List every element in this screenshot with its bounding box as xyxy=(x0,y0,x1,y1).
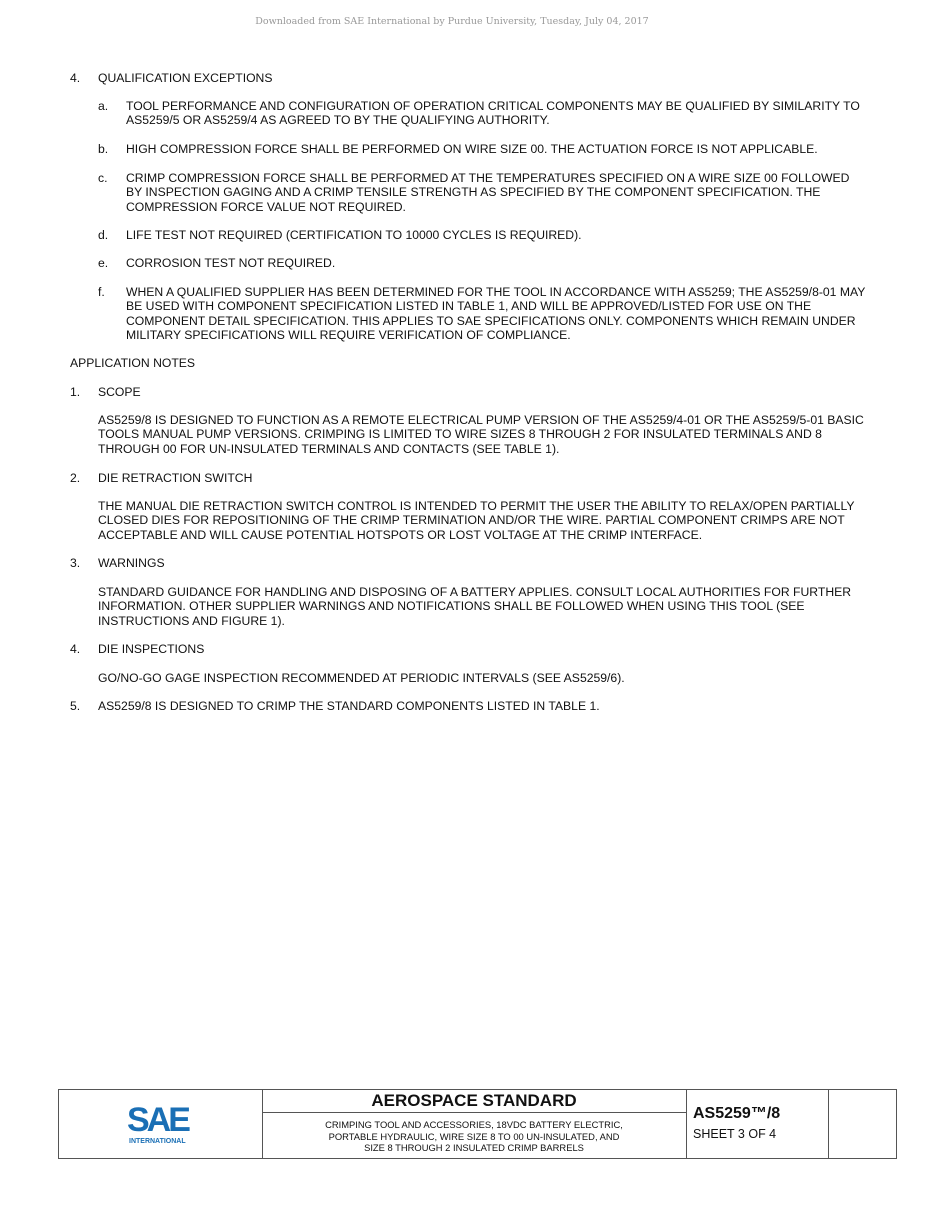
desc-line: CRIMPING TOOL AND ACCESSORIES, 18VDC BATTERY ELECTRIC, xyxy=(325,1119,623,1130)
note-text: AS5259/8 IS DESIGNED TO CRIMP THE STANDARD COMPONENTS LISTED IN TABLE 1. xyxy=(98,699,600,713)
text-line: THE MANUAL DIE RETRACTION SWITCH CONTROL IS INTENDED TO PERMIT THE USER THE ABILITY TO RELAX/OPEN PARTIALLY xyxy=(98,499,855,513)
section-heading: QUALIFICATION EXCEPTIONS xyxy=(98,71,273,85)
standard-title: AEROSPACE STANDARD xyxy=(262,1090,686,1113)
logo-text: SAE xyxy=(127,1101,188,1139)
text-line: TOOLS MANUAL PUMP VERSIONS. CRIMPING IS LIMITED TO WIRE SIZES 8 THROUGH 2 FOR INSULATED TERMINALS AND 8 xyxy=(98,427,822,442)
note-heading: DIE RETRACTION SWITCH xyxy=(98,471,253,485)
sheet-number: SHEET 3 OF 4 xyxy=(693,1127,777,1141)
note-heading: WARNINGS xyxy=(98,556,165,570)
text-line: GO/NO-GO GAGE INSPECTION RECOMMENDED AT PERIODIC INTERVALS (SEE AS5259/6). xyxy=(98,671,625,685)
title-cell xyxy=(262,1090,687,1158)
text-line: CRIMP COMPRESSION FORCE SHALL BE PERFORMED AT THE TEMPERATURES SPECIFIED ON A WIRE SIZE 00 FOLLOWED xyxy=(126,171,850,185)
text-line: CORROSION TEST NOT REQUIRED. xyxy=(126,256,336,270)
text-line: LIFE TEST NOT REQUIRED (CERTIFICATION TO 10000 CYCLES IS REQUIRED). xyxy=(126,228,582,242)
title-block xyxy=(58,1089,897,1159)
note-number: 5. xyxy=(70,699,81,713)
document-code-cell xyxy=(686,1090,829,1158)
text-line: INSTRUCTIONS AND FIGURE 1). xyxy=(98,613,285,628)
text-line: COMPONENT DETAIL SPECIFICATION. THIS APPLIES TO SAE SPECIFICATIONS ONLY. COMPONENTS WHICH REMAIN UNDER xyxy=(126,313,856,328)
item-letter: f. xyxy=(98,285,105,299)
item-letter: a. xyxy=(98,99,109,113)
desc-line: PORTABLE HYDRAULIC, WIRE SIZE 8 TO 00 UN-INSULATED, AND xyxy=(328,1130,620,1142)
sae-logo-icon xyxy=(125,1101,197,1145)
text-line: HIGH COMPRESSION FORCE SHALL BE PERFORMED ON WIRE SIZE 00. THE ACTUATION FORCE IS NOT APPLICABLE. xyxy=(126,142,818,156)
item-text xyxy=(126,285,891,343)
note-text xyxy=(98,585,888,628)
item-text xyxy=(126,228,891,242)
item-letter: d. xyxy=(98,228,109,242)
logo-subtext: INTERNATIONAL xyxy=(129,1138,186,1145)
section-number: 4. xyxy=(70,71,81,85)
download-watermark: Downloaded from SAE International by Purdue University, Tuesday, July 04, 2017 xyxy=(255,16,649,27)
document-code: AS5259™/8 xyxy=(693,1105,781,1122)
sae-logo-cell xyxy=(59,1090,263,1158)
item-text xyxy=(126,142,891,156)
note-text xyxy=(98,413,888,456)
text-line: BY INSPECTION GAGING AND A CRIMP TENSILE STRENGTH AS SPECIFIED BY THE COMPONENT SPECIFICATION. THE xyxy=(126,185,821,200)
text-line: WHEN A QUALIFIED SUPPLIER HAS BEEN DETERMINED FOR THE TOOL IN ACCORDANCE WITH AS5259; THE AS5259/8-01 MAY xyxy=(126,285,866,299)
text-line: THROUGH 00 FOR UN-INSULATED TERMINALS AND CONTACTS (SEE TABLE 1). xyxy=(98,441,560,456)
standard-description xyxy=(262,1113,686,1154)
item-text xyxy=(126,171,891,214)
note-number: 2. xyxy=(70,471,81,485)
text-line: MILITARY SPECIFICATIONS WILL REQUIRE VERIFICATION OF COMPLIANCE. xyxy=(126,328,571,343)
item-letter: c. xyxy=(98,171,108,185)
application-notes-heading: APPLICATION NOTES xyxy=(70,356,196,370)
item-letter: b. xyxy=(98,142,109,156)
item-letter: e. xyxy=(98,256,109,270)
item-text xyxy=(126,99,891,128)
note-text xyxy=(98,499,888,542)
text-line: STANDARD GUIDANCE FOR HANDLING AND DISPOSING OF A BATTERY APPLIES. CONSULT LOCAL AUTHORITIES FOR FURTHER xyxy=(98,585,852,599)
text-line: AS5259/5 OR AS5259/4 AS AGREED TO BY THE QUALIFYING AUTHORITY. xyxy=(126,113,550,128)
note-number: 3. xyxy=(70,556,81,570)
text-line: AS5259/8 IS DESIGNED TO FUNCTION AS A REMOTE ELECTRICAL PUMP VERSION OF THE AS5259/4-01 OR THE AS5259/5-01 BASIC xyxy=(98,413,864,427)
text-line: TOOL PERFORMANCE AND CONFIGURATION OF OPERATION CRITICAL COMPONENTS MAY BE QUALIFIED BY SIMILARITY TO xyxy=(126,99,860,113)
desc-line: SIZE 8 THROUGH 2 INSULATED CRIMP BARRELS xyxy=(364,1142,584,1154)
text-line: INFORMATION. OTHER SUPPLIER WARNINGS AND NOTIFICATIONS SHALL BE FOLLOWED WHEN USING THIS TOOL (SEE xyxy=(98,599,805,614)
text-line: CLOSED DIES FOR REPOSITIONING OF THE CRIMP TERMINATION AND/OR THE WIRE. PARTIAL COMPONENT CRIMPS ARE NOT xyxy=(98,513,845,528)
text-line: BE USED WITH COMPONENT SPECIFICATION LISTED IN TABLE 1, AND WILL BE APPROVED/LISTED FOR USE ON THE xyxy=(126,299,812,314)
note-number: 4. xyxy=(70,642,81,656)
note-heading: DIE INSPECTIONS xyxy=(98,642,205,656)
item-text xyxy=(126,256,891,270)
note-text xyxy=(98,671,888,685)
note-heading: SCOPE xyxy=(98,385,141,399)
text-line: ACCEPTABLE AND WILL CAUSE POTENTIAL HOTSPOTS OR LOST VOLTAGE AT THE CRIMP INTERFACE. xyxy=(98,527,703,542)
text-line: COMPRESSION FORCE VALUE NOT REQUIRED. xyxy=(126,199,406,214)
note-number: 1. xyxy=(70,385,81,399)
